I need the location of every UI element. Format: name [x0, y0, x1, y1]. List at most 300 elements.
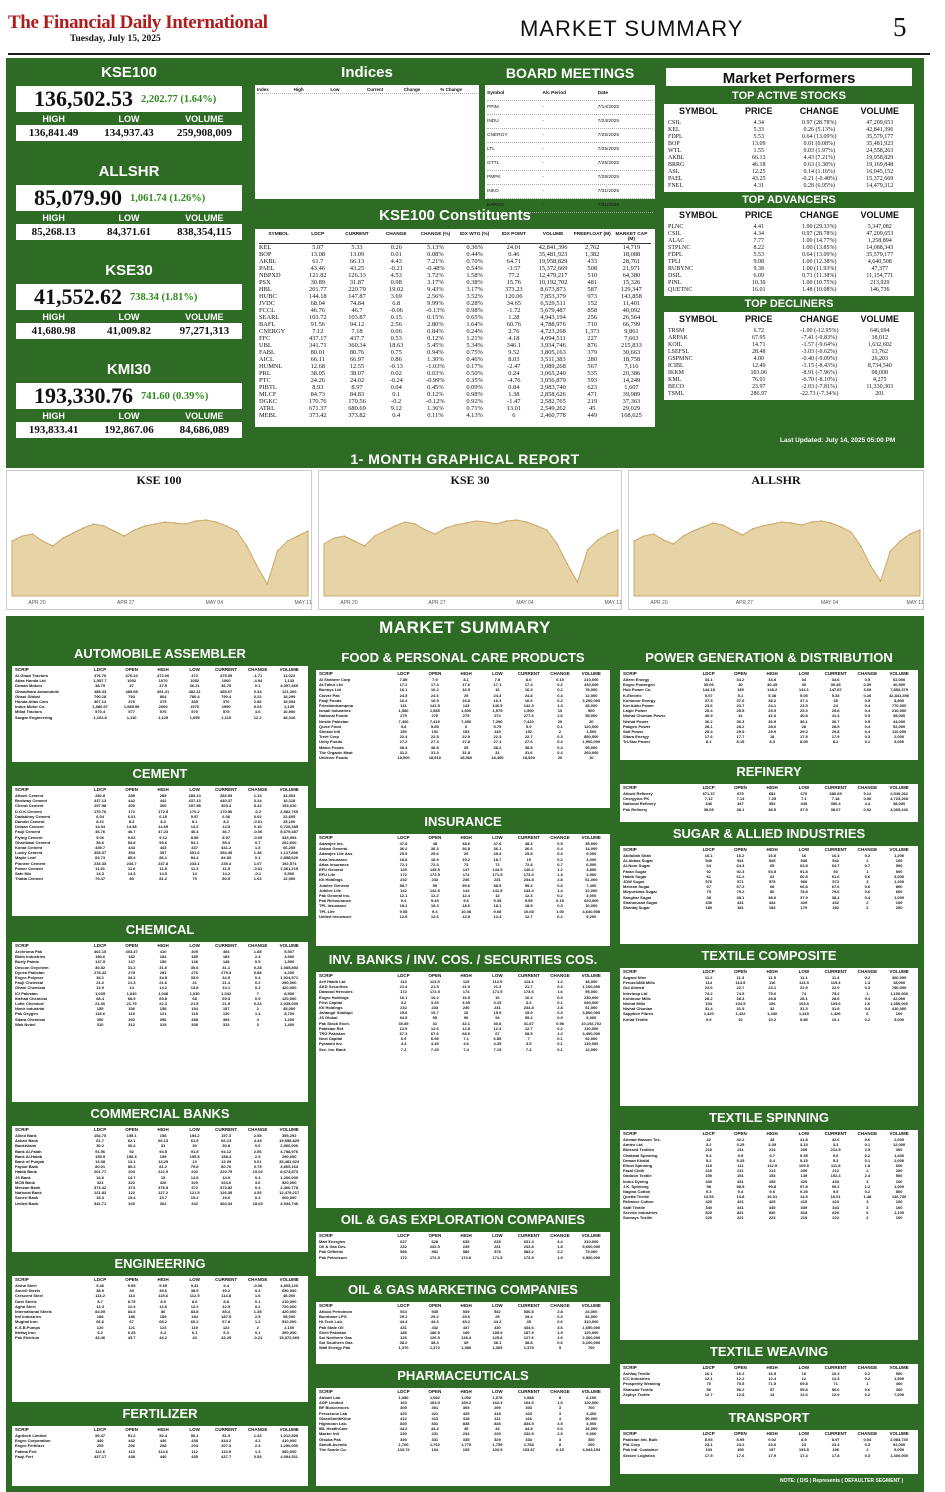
decliners-row	[668, 328, 910, 335]
pharma-cell: Highnoon Lab.	[319, 1421, 347, 1427]
oilexp-cell: 1.9	[557, 1254, 563, 1260]
active-row	[668, 120, 910, 127]
decliners-cell: KML	[668, 377, 682, 383]
pharma-col: LDCP	[397, 1389, 410, 1394]
chart-svg	[319, 471, 623, 611]
constituent-cell: 7.12	[312, 328, 324, 335]
textile_spin-cell: 153	[768, 1173, 776, 1179]
refinery-cell: 680.69	[829, 791, 842, 796]
textile_comp-cell: 115.4	[830, 980, 841, 986]
decliners-cell: 4,275	[873, 377, 887, 383]
power-col: CHANGE	[857, 671, 878, 676]
cement-cell: 25,100	[283, 819, 296, 825]
cement-cell: Dadabhoy Cement	[15, 813, 51, 819]
power-cell: 0.4	[864, 703, 871, 709]
constituent-cell: 168,625	[621, 412, 642, 419]
power-cell: 8.1	[705, 739, 712, 745]
constituent-cell: 1,373	[585, 328, 600, 335]
transport-cell: 23.4	[831, 1442, 840, 1448]
refinery-cell: Cnergyico PK	[623, 796, 650, 802]
textile_weav-cell: 56	[706, 1386, 711, 1392]
cement-cell: 11.51	[95, 865, 105, 871]
food-cell: 95,000	[585, 744, 598, 750]
constituent-cell: KEL	[259, 244, 272, 251]
power-cell: 28.6	[768, 723, 777, 729]
engineering-cell: 84.5	[127, 1309, 136, 1315]
oilmkt-col: VOLUME	[581, 1303, 601, 1308]
invbanks-cell: 174	[462, 989, 470, 995]
kse100-high: 136,841.49	[28, 127, 79, 139]
oilmkt-cell: 189	[462, 1329, 470, 1335]
textile_spin-cell: Chakwal Spinning	[623, 1152, 658, 1158]
page-number: 5	[893, 12, 907, 42]
oilmkt-cell: Shell Pakistan	[319, 1329, 347, 1335]
active-cell: 0.63 (1.38%)	[803, 162, 835, 168]
food-cell: 25	[463, 692, 469, 698]
food-cell: 143	[462, 703, 470, 709]
sugar-cell: 538	[800, 858, 808, 864]
fertilizer-cell: 205	[96, 1443, 104, 1449]
constituent-cell: 24.01	[506, 244, 522, 251]
banks-cell: 0.4	[254, 1185, 261, 1191]
chart-tick: APR 27	[428, 600, 446, 606]
banks-cell: 203	[128, 1169, 135, 1175]
oilexp-cell: 586	[462, 1249, 470, 1255]
insurance-cell: 12.5	[399, 913, 408, 919]
engineering-cell: 66.6	[96, 1319, 104, 1325]
advancers-title: TOP ADVANCERS	[742, 194, 836, 206]
active-row	[668, 169, 910, 176]
pharma-col: HIGH	[460, 1389, 472, 1394]
kse100-high-label: HIGH	[42, 114, 65, 124]
refinery-cell: 7.14	[736, 796, 745, 802]
sugar-cell: 434	[768, 899, 776, 905]
automobile-cell: 2000	[158, 704, 168, 710]
constituent-row	[259, 335, 651, 342]
advancers-cell: 16.01	[752, 287, 766, 293]
oilexp-table	[316, 1232, 610, 1276]
sugar-cell: 575	[768, 879, 776, 885]
chart-point	[712, 522, 713, 523]
transport-cell: 8.97	[831, 1437, 840, 1442]
automobile-col: VOLUME	[279, 667, 299, 672]
constituent-cell: -0.13	[389, 363, 403, 370]
power-cell: 30.45	[830, 682, 841, 688]
chart-tick: MAY 11	[604, 600, 622, 606]
engineering-cell: 0.2	[254, 1303, 261, 1309]
chart-point	[435, 533, 436, 534]
invbanks-cell: 95.4	[524, 1015, 533, 1021]
invbanks-cell: 3.3	[525, 999, 532, 1005]
transport-cell: 193.5	[798, 1447, 809, 1453]
textile_spin-cell: 110	[705, 1163, 712, 1169]
banks-cell: 122	[128, 1190, 135, 1196]
food-cell: 31.2	[399, 749, 408, 755]
invbanks-cell: 31.87	[523, 1020, 534, 1026]
constituent-cell: 876	[587, 342, 598, 349]
invbanks-cell: 113	[400, 979, 407, 984]
oilmkt-cell: 430	[494, 1324, 501, 1330]
kse30-high: 41,680.98	[31, 325, 76, 337]
chemical-cell: 315	[159, 1021, 167, 1027]
food-cell: 3,200,000	[582, 697, 601, 703]
textile_comp-cell: Kohinoor Mills	[623, 995, 651, 1001]
engineering-cell: Intl Industries	[15, 1314, 42, 1320]
active-rows	[664, 118, 914, 192]
textile_spin-cell: 151	[737, 1173, 744, 1179]
food-cell: 18,560	[460, 755, 473, 761]
food-cell: 16.8	[462, 697, 471, 703]
banks-cell: Bank Al-Habib	[15, 1153, 43, 1159]
chemical-cell: 69.3	[222, 995, 231, 1001]
fertilizer-cell: 50.1	[190, 1433, 199, 1438]
chart-point	[32, 533, 33, 534]
oilmkt-cell: 120,000	[584, 1329, 599, 1335]
chemical-cell: 3,500	[284, 954, 295, 960]
textile_comp-cell: 22.7	[736, 985, 745, 991]
pharma-cell: 1,092	[461, 1395, 472, 1400]
fertilizer-col: LDCP	[93, 1427, 107, 1432]
chemical-cell: ICI Pakistan	[15, 990, 38, 996]
automobile-cell: 9.03	[253, 704, 262, 710]
fertilizer-cell: 4.2	[254, 1438, 261, 1444]
chart-point	[455, 524, 456, 525]
textile_spin-cell: 152.4	[830, 1173, 841, 1179]
engineering-col: LOW	[189, 1277, 200, 1282]
banks-cell: 0.3	[254, 1195, 261, 1201]
fertilizer-cell: 52.4	[159, 1433, 168, 1438]
decliners-row	[668, 384, 910, 391]
engineering-cell: 121	[128, 1324, 135, 1330]
engineering-cell: 2,100	[284, 1324, 295, 1330]
chemical-title: CHEMICAL	[125, 922, 195, 937]
fertilizer-cell: 437.7	[221, 1453, 232, 1459]
chart-point	[236, 530, 237, 531]
oilexp-cell: 232.5	[429, 1244, 440, 1250]
constituent-cell: 0.12%	[427, 391, 444, 398]
automobile-cell: 489.98	[125, 688, 138, 694]
constituent-cell: 40,092	[622, 307, 641, 314]
decliners-cell: 76.01	[752, 377, 766, 383]
sugar-cell: 541	[737, 858, 744, 864]
banks-cell: Allied Bank	[15, 1133, 37, 1138]
refinery-cell: 352	[768, 801, 776, 807]
constituent-cell: 9.43%	[427, 286, 444, 293]
constituent-cell: MLCF	[259, 391, 277, 398]
constituents-col: CURRENT	[345, 232, 369, 237]
cement-cell: 441.2	[221, 845, 232, 851]
invbanks-cell: 230,000	[584, 994, 599, 1000]
constituent-cell: UBL	[259, 342, 272, 349]
fertilizer-header	[12, 1426, 308, 1433]
banks-cell: 15.2	[190, 1195, 199, 1201]
chart-tick: APR 27	[735, 600, 753, 606]
engineering-col: HIGH	[157, 1277, 169, 1282]
kse30-stats	[16, 323, 242, 339]
sugar-cell: 0.6	[864, 873, 871, 879]
power-cell: 30.45	[767, 682, 778, 688]
transport-cell: PIA Corp	[623, 1442, 640, 1448]
engineering-cell: 85.4	[222, 1309, 231, 1315]
food-cell: 7,400	[398, 718, 409, 724]
chemical-cell: 8,500	[284, 990, 295, 996]
kse30-low: 41,009.82	[106, 325, 151, 337]
fertilizer-cell: 440	[159, 1453, 167, 1459]
constituent-cell: 91.56	[310, 321, 325, 328]
chart-point	[587, 549, 588, 550]
engineering-cell: 9.4	[223, 1283, 229, 1288]
textile_spin-cell: 3.2	[705, 1142, 712, 1148]
constituents-col: IDX WTG (%)	[459, 232, 490, 237]
food-cell: 31	[495, 749, 500, 755]
fertilizer-cell: 51.2	[127, 1433, 136, 1438]
insurance-cell: Adamjee Ins.	[319, 841, 344, 846]
textile_spin-col: OPEN	[734, 1131, 747, 1136]
cement-cell: 443	[159, 845, 167, 851]
insurance-cell: 9.08	[399, 908, 408, 914]
engineering-cell: 39.2	[222, 1288, 231, 1294]
power-cell: 5.38	[768, 692, 777, 698]
invbanks-cell: 12,000	[585, 1046, 598, 1052]
textile_comp-table	[620, 968, 918, 1106]
transport-cell: 17.5	[704, 1452, 713, 1458]
invbanks-cell: Pak Stock Exch.	[319, 1020, 350, 1026]
food-cell: 0.4	[557, 744, 563, 750]
advancers-cell: STPLNC	[668, 245, 691, 251]
chart-point	[702, 526, 703, 527]
pharma-cell: 4,400	[586, 1410, 597, 1416]
market-summary-title: MARKET SUMMARY	[379, 618, 551, 637]
insurance-cell: 18.9	[430, 856, 439, 862]
banks-cell: 154.75	[93, 1133, 107, 1138]
invbanks-cell: 172	[400, 989, 407, 995]
chemical-cell: Descon Oxychem	[15, 964, 49, 970]
power-cell: 41.6	[768, 713, 777, 719]
decliners-cell: 67.95	[752, 335, 766, 341]
automobile-cell: 790.18	[93, 693, 107, 699]
pharma-cell: 200	[587, 1441, 595, 1447]
insurance-cell: 236	[462, 877, 470, 883]
kmi30-high-label: HIGH	[42, 411, 65, 421]
banks-cell: 2.55	[253, 1133, 262, 1138]
power-cell: 0.4	[864, 708, 871, 714]
insurance-cell: 1.3	[557, 872, 563, 878]
market-performers	[660, 62, 918, 430]
invbanks-cell: 640,000	[584, 999, 599, 1005]
cement-cell: -0.2	[254, 808, 262, 814]
textile_comp-cell: 31.8	[831, 1006, 840, 1012]
textile_comp-cell: 1	[866, 990, 869, 996]
oilmkt-cell: Wafi Energy Pak	[319, 1345, 351, 1351]
kse100-value-box	[16, 86, 242, 112]
advancers-row	[668, 252, 910, 259]
board-cell: 7/25/2025	[597, 161, 619, 166]
textile_spin-cell: 5.2	[705, 1157, 712, 1163]
textile_weav-rows	[620, 1371, 918, 1397]
constituent-cell: 0.50%	[466, 370, 483, 377]
power-cell: 25.9	[768, 708, 777, 714]
power-cell: 23.5	[800, 703, 808, 709]
food-cell: 0.4	[557, 749, 563, 755]
insurance-cell: 59.6	[462, 882, 471, 888]
banks-cell: 79.8	[190, 1164, 199, 1170]
food-cell: 38.8	[524, 744, 533, 750]
oilmkt-cell: 1.6	[557, 1335, 563, 1341]
chemical-cell: 180.6	[95, 954, 106, 960]
advancers-cell: 47,377	[871, 266, 888, 272]
chart-point	[831, 522, 832, 523]
invbanks-cell: 7.15	[493, 1046, 502, 1052]
banks-cell: National Bank	[15, 1190, 42, 1196]
insurance-cell: 233	[431, 877, 439, 883]
active-row	[668, 148, 910, 155]
engineering-cell: Agha Steel	[15, 1303, 36, 1309]
fertilizer-title: FERTILIZER	[122, 1406, 198, 1421]
decliners-cell: GSPMNC	[668, 356, 693, 362]
insurance-cell: 12.4	[493, 913, 502, 919]
chemical-cell: 34.5	[222, 975, 231, 981]
chart-point	[536, 525, 537, 526]
food-cell: 8.1	[463, 677, 469, 682]
cement-cell: 9.06	[96, 834, 104, 840]
oilmkt-cell: 700	[587, 1345, 595, 1351]
invbanks-cell: TRG Pakistan	[319, 1031, 346, 1037]
automobile-cell: 1,102.8	[93, 714, 107, 720]
chemical-cell: 118.6	[95, 1011, 105, 1017]
invbanks-cell: 171.5	[492, 989, 503, 995]
constituent-cell: 13.08	[310, 251, 325, 258]
textile_comp-cell: 11.4	[831, 975, 840, 980]
cement-row	[15, 876, 305, 881]
cement-col: SCRIP	[15, 787, 29, 792]
textile_spin-col: LDCP	[702, 1131, 715, 1136]
textile_spin-col: HIGH	[766, 1131, 778, 1136]
cement-cell: 437.13	[93, 798, 107, 804]
automobile-cell: 1,133	[284, 678, 295, 684]
chemical-cell: 14.1	[222, 985, 231, 991]
refinery-cell: 37.9	[800, 806, 808, 812]
cement-cell: 14.3	[127, 871, 136, 877]
constituent-cell: 0.53	[390, 335, 402, 342]
kmi30-volume-label: VOLUME	[185, 411, 224, 421]
transport-cell: 194	[705, 1447, 713, 1453]
chemical-cell: 4	[256, 1016, 259, 1022]
pharma-cell: 44.4	[430, 1426, 439, 1432]
food-cell: 27.8	[462, 739, 471, 745]
engineering-col: LDCP	[93, 1277, 107, 1282]
constituent-row	[259, 244, 651, 251]
textile_comp-cell: 11.5	[768, 975, 776, 980]
sugar-cell: 64.7	[831, 863, 840, 869]
textile_comp-cell: Sapphire Fibres	[623, 1011, 654, 1017]
constituent-cell: 0.44%	[466, 251, 483, 258]
banks-cell: 372	[191, 1185, 198, 1191]
board-cell: CNERGY	[487, 133, 508, 138]
constituent-cell: 5.07	[312, 244, 324, 251]
invbanks-cell: 21.5	[430, 984, 439, 990]
engineering-cell: 12.5	[222, 1303, 231, 1309]
insurance-cell: 142.5	[429, 887, 440, 893]
textile_comp-cell: 1,415	[798, 1011, 809, 1017]
engineering-cell: 114	[128, 1293, 135, 1299]
board-col: A/c Period	[542, 91, 567, 96]
food-cell: The Organic Meat	[319, 749, 353, 755]
chemical-cell: 1,085,853	[280, 964, 299, 970]
sugar-cell: 16.3	[831, 853, 840, 858]
constituent-cell: -0.99%	[426, 377, 445, 384]
banks-cell: 373.82	[220, 1185, 233, 1191]
decliners-cell: ARPAK	[668, 335, 688, 341]
chemical-cell: 68	[192, 995, 197, 1001]
sugar-cell: 38.1	[736, 894, 745, 900]
food-cell: 153	[462, 729, 470, 735]
food-cell: 2	[558, 729, 562, 735]
food-cell: 140.5	[492, 703, 503, 709]
oilmkt-cell: 126.5	[429, 1335, 440, 1341]
invbanks-cell: 0.1	[557, 1041, 563, 1047]
food-cell: 7,390	[492, 718, 503, 724]
invbanks-cell: 0.98	[556, 1020, 564, 1026]
chemical-cell: 21	[192, 980, 197, 986]
insurance-cell: 145.5	[429, 867, 440, 873]
automobile-cell: 1,985.99	[123, 704, 140, 710]
constituent-cell: 31.87	[349, 279, 365, 286]
oilmkt-cell: Attock Petroleum	[319, 1309, 353, 1314]
sugar-cell: 16.5	[768, 853, 777, 858]
sugar-title: SUGAR & ALLIED INDUSTRIES	[672, 826, 866, 841]
chemical-cell: Engro Polymer	[15, 975, 44, 981]
insurance-cell: United Insurance	[319, 913, 352, 919]
banks-cell: 4.43	[253, 1138, 262, 1144]
food-cell: 1.3	[557, 703, 563, 709]
banks-cell: 81.2	[159, 1164, 168, 1170]
chemical-cell: 5,507	[284, 949, 295, 954]
constituent-cell: 4,943,194	[540, 314, 566, 321]
cement-cell: 8.1	[191, 819, 198, 825]
food-cell: Quice Food	[319, 723, 341, 729]
pharma-cell: 232.5	[523, 1431, 534, 1437]
banks-cell: 126.35	[220, 1190, 233, 1196]
textile_spin-cell: 430	[705, 1178, 713, 1184]
cement-cell: 234.33	[93, 860, 107, 866]
engineering-cell: 66.2	[190, 1319, 199, 1325]
banks-rows	[12, 1133, 308, 1206]
food-cell: 274	[494, 713, 501, 719]
kse100-volume-label: VOLUME	[185, 114, 224, 124]
pharma-cell: 3	[558, 1436, 562, 1442]
textile_spin-cell: 341	[737, 1204, 744, 1210]
cement-col: LOW	[189, 787, 200, 792]
constituent-cell: 13.01	[506, 405, 522, 412]
invbanks-cell: 4.35	[493, 1041, 502, 1047]
oilexp-cell: 310,000	[584, 1239, 599, 1244]
invbanks-cell: 12.7	[524, 1025, 533, 1031]
automobile-cell: 793	[128, 693, 135, 699]
insurance-header	[316, 834, 610, 841]
textile_comp-cell: 10	[738, 1016, 743, 1022]
invbanks-cell: 16.4	[524, 994, 533, 1000]
constituent-cell: 0.46%	[466, 356, 483, 363]
textile_comp-rows	[620, 975, 918, 1022]
constituents-title: KSE100 Constituents	[379, 207, 531, 224]
constituent-cell: 39,989	[622, 391, 641, 398]
oilexp-col: OPEN	[428, 1233, 442, 1238]
textile_spin-cell: 14.5	[800, 1194, 808, 1200]
refinery-col: HIGH	[766, 785, 778, 790]
insurance-cell: 25.5	[399, 851, 408, 857]
chemical-cell: 13.9	[96, 985, 104, 991]
oilmkt-cell: 29.6	[462, 1314, 471, 1320]
